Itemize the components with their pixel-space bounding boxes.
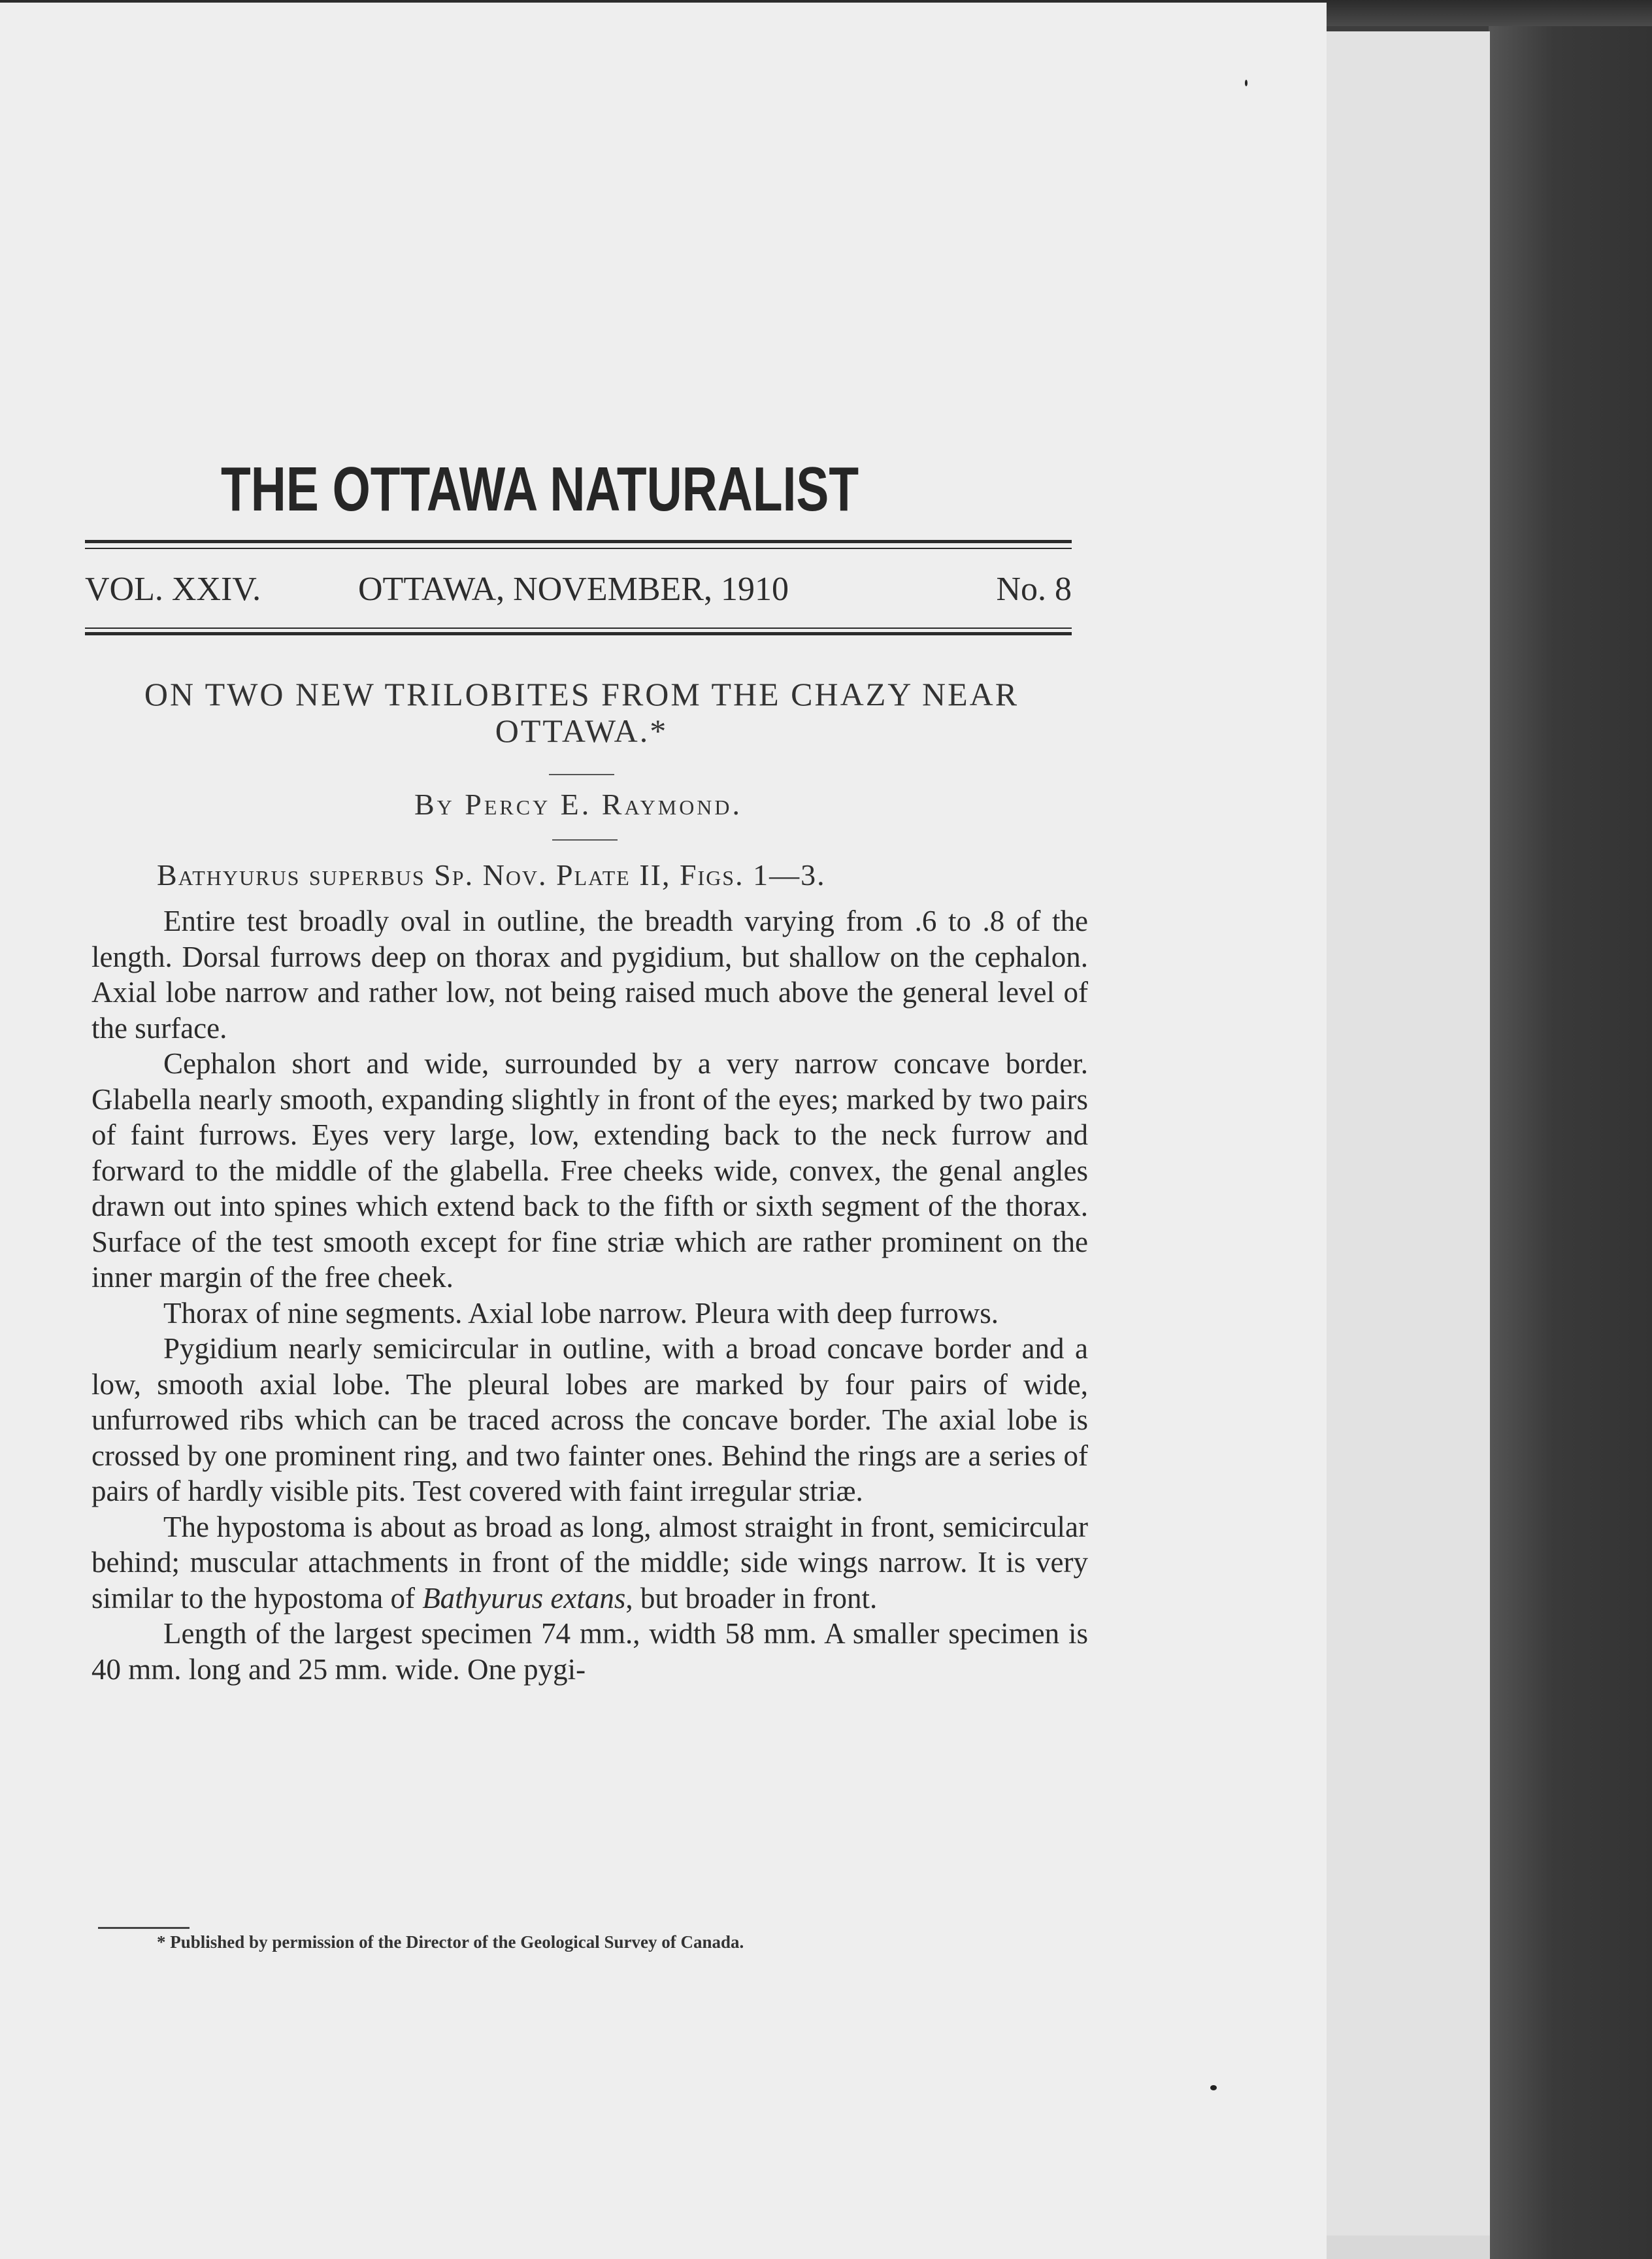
issue-rule-thin [85, 628, 1072, 629]
scan-speck [1245, 80, 1247, 86]
paragraph-cephalon: Cephalon short and wide, surrounded by a very narrow concave border. Glabella nearly smooth, expanding slightly in front of the eyes; marked by two pairs of faint furrows. Eyes very large, low, extending back to the neck furrow and forward to the middle of the glabella. Free cheeks wide, convex, the genal angles drawn out into spines which extend back to the fifth or sixth segment of the thorax. Surface of the test smooth except for fine striæ which are rather prominent on the inner margin of the free cheek. [91, 1047, 1088, 1294]
footnote-rule [98, 1927, 190, 1929]
article-body [91, 903, 1088, 1687]
paragraph-thorax: Thorax of nine segments. Axial lobe narrow. Pleura with deep furrows. [163, 1296, 999, 1330]
paragraph-pygidium: Pygidium nearly semicircular in outline, with a broad concave border and a low, smooth axial lobe. The pleural lobes are marked by four pairs of wide, unfurrowed ribs which can be traced across the concave border. The axial lobe is crossed by one prominent ring, and two fainter ones. Behind the rings are a series of pairs of hardly visible pits. Test covered with faint irregular striæ. [91, 1332, 1088, 1507]
scan-background-right [1489, 26, 1652, 2259]
article-title-line1: ON TWO NEW TRILOBITES FROM THE CHAZY NEAR [144, 676, 1019, 712]
species-heading: Bathyurus superbus Sp. Nov. Plate II, Figs. 1—3. [157, 858, 826, 892]
article-title [85, 676, 1078, 749]
issue-rule-thick [85, 632, 1072, 635]
scan-speck [1210, 2085, 1217, 2090]
paragraph-test-outline: Entire test broadly oval in outline, the breadth varying from .6 to .8 of the length. Dorsal furrows deep on thorax and pygidium, but shallow on the cephalon. Axial lobe narrow and rather low, not being raised much above the general level of the surface. [91, 905, 1088, 1045]
issue-number: No. 8 [996, 571, 1072, 608]
article-title-line2: OTTAWA.* [495, 712, 669, 749]
masthead-rule-thin [85, 548, 1072, 549]
masthead-rule-thick [85, 540, 1072, 543]
underlying-page-edge [1300, 31, 1490, 2259]
paragraph-hypostoma [91, 1509, 1088, 1616]
journal-masthead: THE OTTAWA NATURALIST [221, 454, 859, 524]
paragraph-specimen-size: Length of the largest specimen 74 mm., width 58 mm. A smaller specimen is 40 mm. long and 25 mm. wide. One pygi- [91, 1617, 1088, 1686]
hypostoma-text-end: , but broader in front. [625, 1581, 878, 1615]
journal-page [0, 3, 1327, 2259]
article-byline: By Percy E. Raymond. [414, 788, 743, 821]
issue-dateline: OTTAWA, NOVEMBER, 1910 [358, 571, 789, 608]
footnote: * Published by permission of the Director of the Geological Survey of Canada. [157, 1932, 744, 1952]
issue-info-line [85, 570, 1072, 616]
byline-divider [552, 839, 618, 841]
volume-number: VOL. XXIV. [85, 571, 261, 608]
hypostoma-text-start: The hypostoma is about as broad as long, almost straight in front, semicircular behind; muscular attachments in front of the middle; side wings narrow. It is very similar to the hypostoma of [91, 1510, 1088, 1615]
hypostoma-species-name: Bathyurus extans [422, 1581, 626, 1615]
title-divider [549, 774, 614, 775]
